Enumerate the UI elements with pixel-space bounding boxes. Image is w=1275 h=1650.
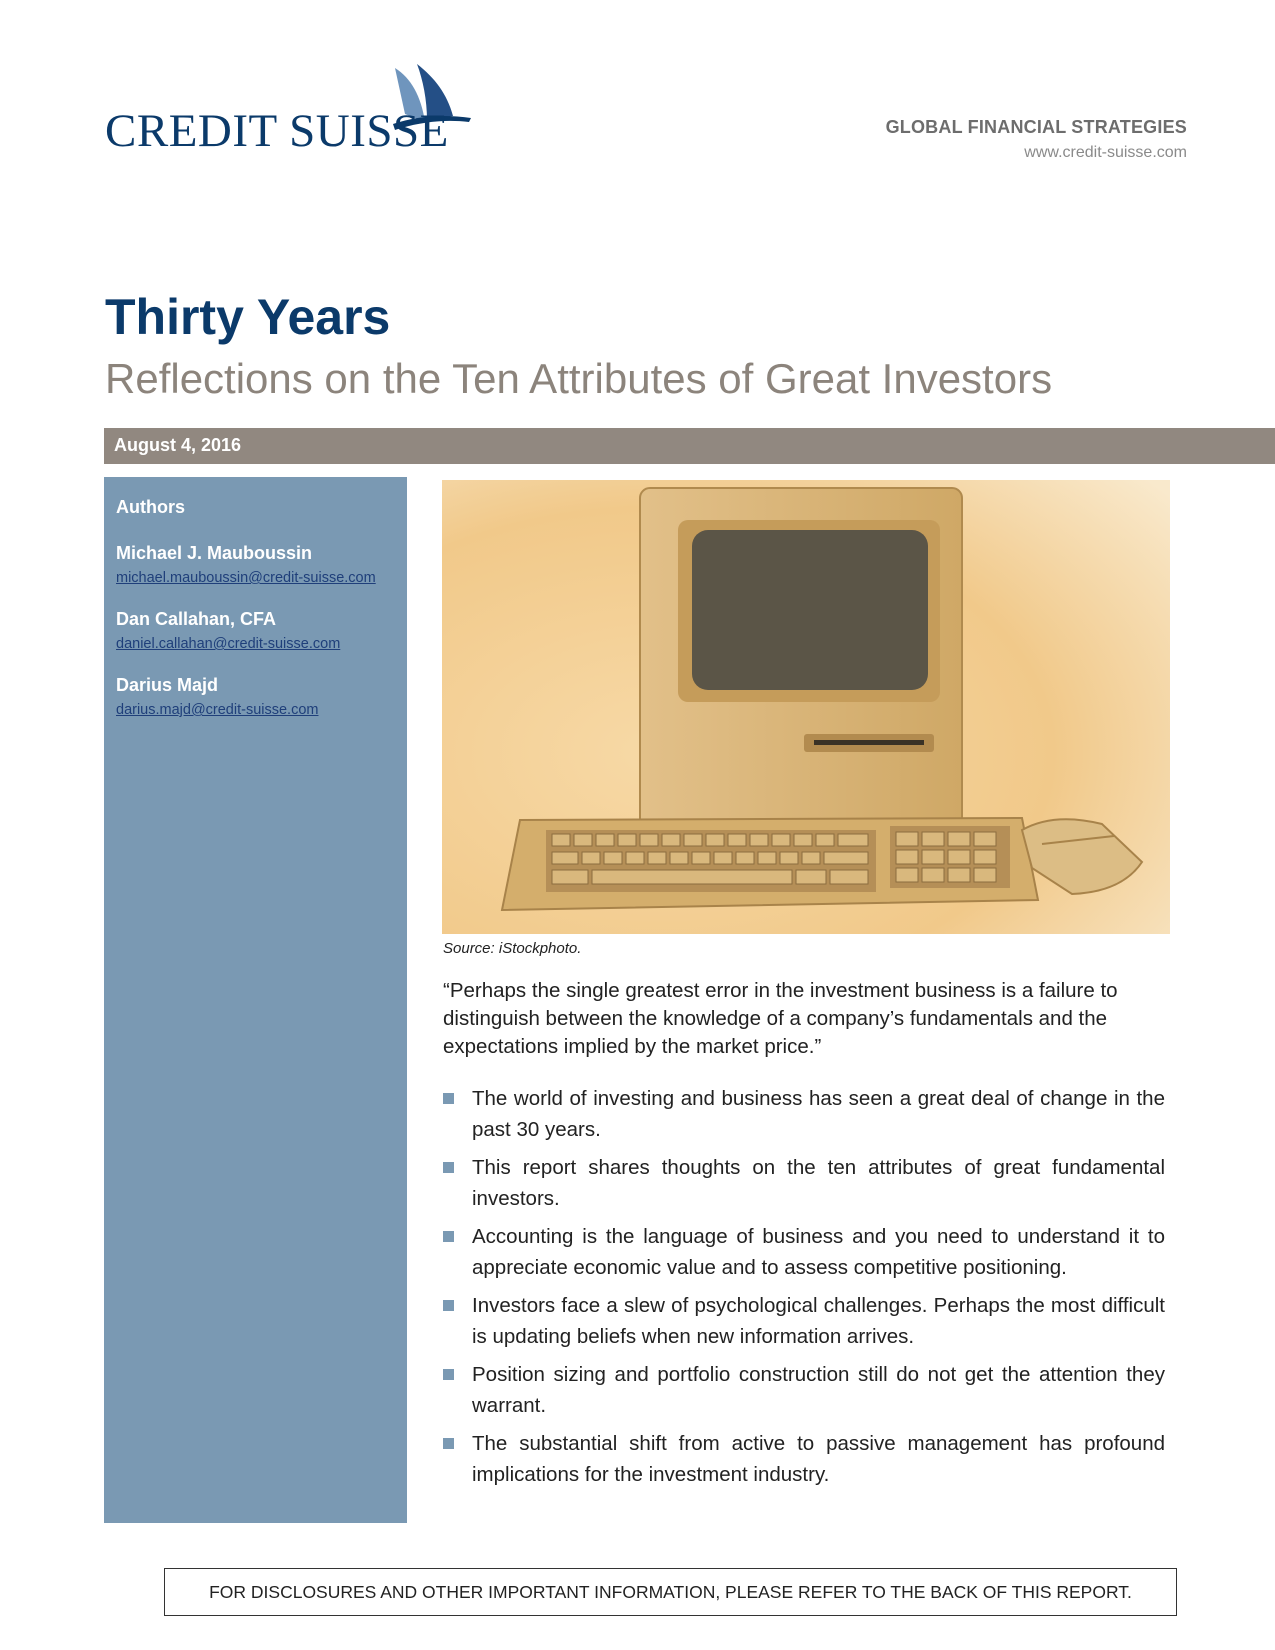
square-bullet-icon [443, 1231, 454, 1242]
list-item [443, 1083, 1165, 1145]
report-date: August 4, 2016 [114, 435, 242, 455]
author-entry [116, 609, 340, 652]
website-url[interactable]: www.credit-suisse.com [1024, 144, 1187, 161]
bullet-text: The substantial shift from active to passive management has profound implications for the investment industry. [472, 1432, 1165, 1486]
author-name: Michael J. Mauboussin [116, 543, 313, 563]
square-bullet-icon [443, 1438, 454, 1449]
list-item [443, 1359, 1165, 1421]
report-subtitle: Reflections on the Ten Attributes of Great Investors [105, 355, 1053, 402]
pull-quote: “Perhaps the single greatest error in the investment business is a failure to distinguish between the knowledge of a company’s fundamentals and the expectations implied by the market price.” [443, 979, 1118, 1058]
authors-sidebar [104, 477, 407, 1523]
list-item [443, 1152, 1165, 1214]
credit-suisse-logo [105, 64, 475, 160]
report-title: Thirty Years [105, 289, 391, 345]
summary-bullets [443, 1083, 1165, 1497]
author-entry [116, 675, 318, 718]
list-item [443, 1428, 1165, 1490]
square-bullet-icon [443, 1369, 454, 1380]
header-right [886, 117, 1187, 162]
logo-wordmark: CREDIT SUISSE [105, 105, 449, 157]
bullet-text: Accounting is the language of business and you need to understand it to appreciate economic value and to assess competitive positioning. [472, 1225, 1165, 1279]
bullet-text: The world of investing and business has seen a great deal of change in the past 30 years. [472, 1087, 1165, 1141]
list-item [443, 1290, 1165, 1352]
author-name: Darius Majd [116, 675, 219, 695]
square-bullet-icon [443, 1093, 454, 1104]
vintage-computer-photo [442, 480, 1170, 934]
author-email-link[interactable]: michael.mauboussin@credit-suisse.com [116, 570, 376, 586]
square-bullet-icon [443, 1300, 454, 1311]
author-email-link[interactable]: darius.majd@credit-suisse.com [116, 702, 319, 718]
list-item [443, 1221, 1165, 1283]
disclosure-notice: FOR DISCLOSURES AND OTHER IMPORTANT INFORMATION, PLEASE REFER TO THE BACK OF THIS REPORT. [209, 1582, 1132, 1602]
disclosure-box [164, 1568, 1177, 1616]
bullet-text: Investors face a slew of psychological challenges. Perhaps the most difficult is updating beliefs when new information arrives. [472, 1294, 1165, 1348]
date-bar [104, 428, 1275, 464]
bullet-text: This report shares thoughts on the ten attributes of great fundamental investors. [472, 1156, 1165, 1210]
authors-heading: Authors [116, 497, 185, 517]
bullet-text: Position sizing and portfolio construction still do not get the attention they warrant. [472, 1363, 1165, 1417]
image-caption: Source: iStockphoto. [443, 940, 582, 957]
author-entry [116, 543, 376, 586]
author-name: Dan Callahan, CFA [116, 609, 277, 629]
author-email-link[interactable]: daniel.callahan@credit-suisse.com [116, 636, 341, 652]
square-bullet-icon [443, 1162, 454, 1173]
series-label: GLOBAL FINANCIAL STRATEGIES [885, 117, 1187, 137]
